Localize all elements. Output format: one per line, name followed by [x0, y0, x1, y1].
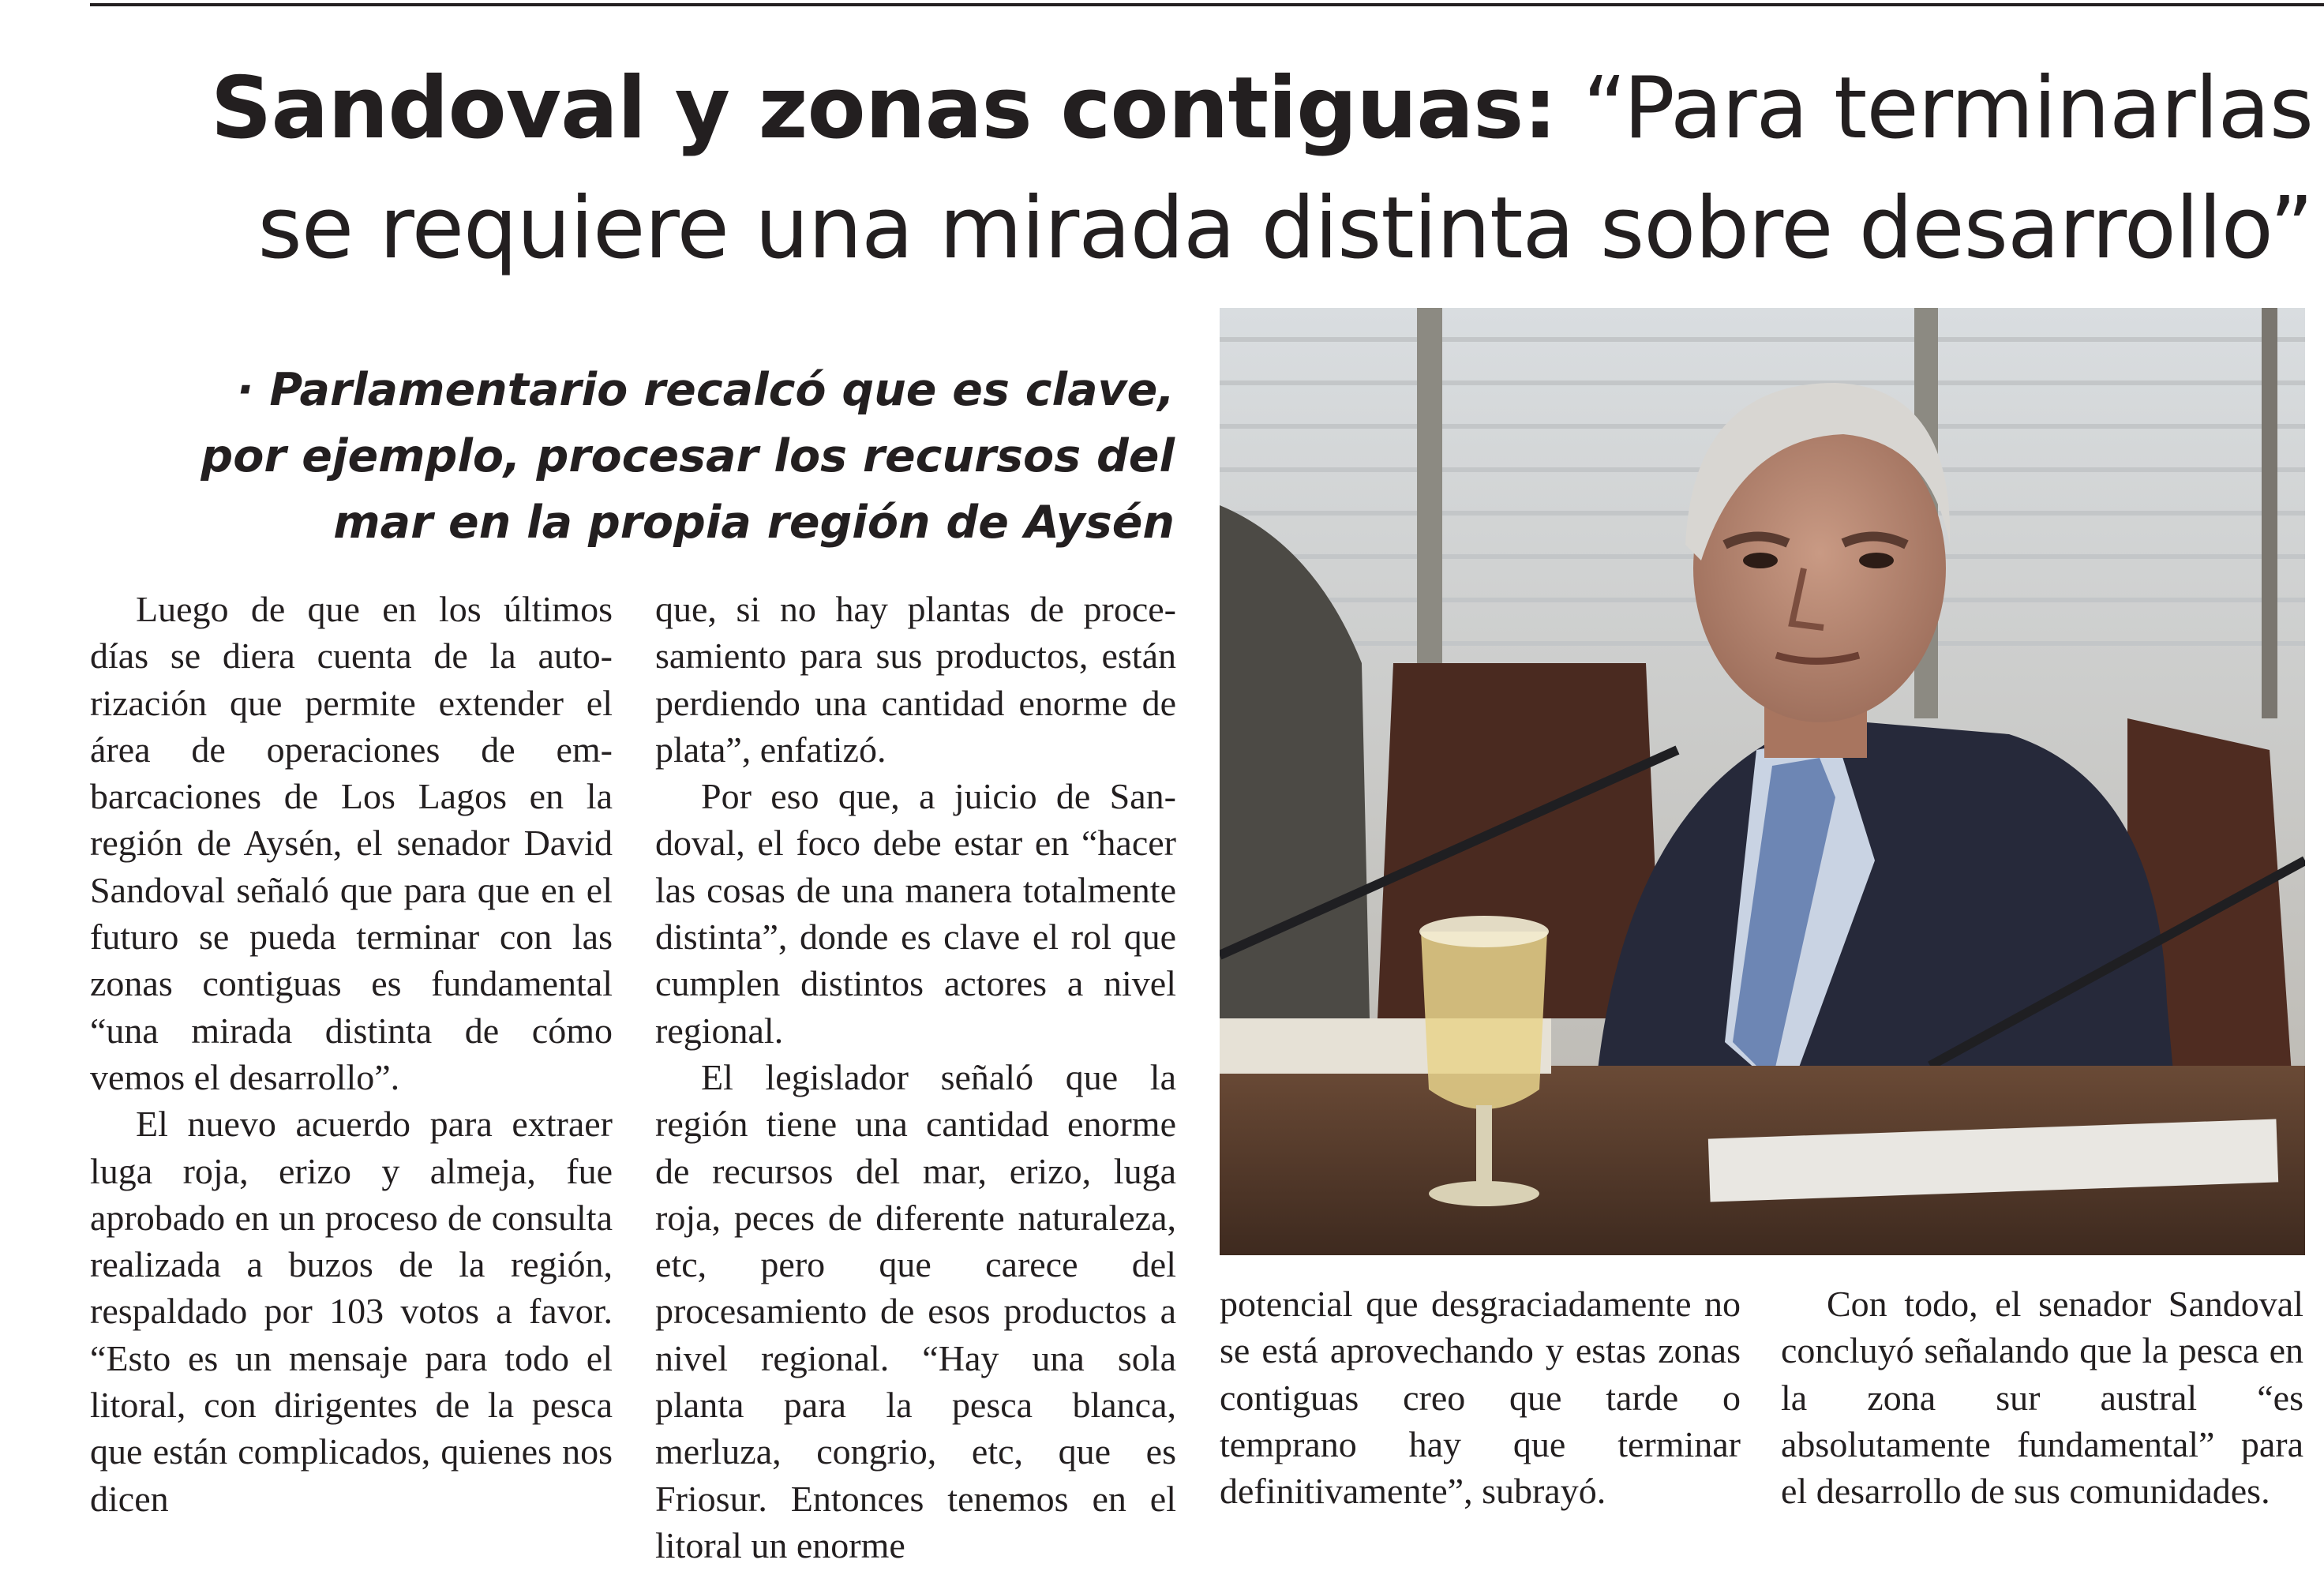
paragraph: El legislador señaló que la región tiene una cantidad enorme de recursos del mar, erizo, luga roja, peces de diferente naturaleza, etc, pero que carece del procesamiento de esos productos a nivel regional. “Hay una sola planta para la pesca blanca, merluza, congrio, etc, que es Friosur. Entonces tenemos en el litoral un enorme [655, 1056, 1176, 1565]
top-rule [90, 3, 2324, 6]
photo-illustration [1220, 308, 2305, 1255]
paragraph: Luego de que en los últimos días se diera cuenta de la autorización que permite extender el área de operaciones de embarcaciones de Los Lagos en la región de Aysén, el senador David Sandoval señaló que para que en el futuro se pueda terminar con las zonas contiguas es fundamental “una mirada distinta de cómo vemos el desarrollo”. [90, 589, 613, 1097]
headline [118, 49, 2313, 289]
paragraph: Con todo, el senador Sandoval concluyó señalando que la pesca en la zona sur austral “es absolutamente fundamental” para el desarrollo de sus comunidades. [1781, 1284, 2303, 1512]
paragraph: El nuevo acuerdo para extraer luga roja, erizo y almeja, fue aprobado en un proceso de consulta realizada a buzos de la región, respaldado por 103 votos a favor. “Esto es un mensaje para todo el litoral, con dirigentes de la pesca que están complicados, quienes nos dicen [90, 1104, 613, 1519]
article-column-4 [1781, 1280, 2303, 1514]
paragraph: potencial que desgraciadamente no se está aprovechando y estas zonas contiguas creo que tarde o temprano hay que terminar definitivamente”, subrayó. [1220, 1284, 1741, 1512]
senator-photo [1220, 308, 2305, 1255]
headline-quote: “Para terminarlas se requiere una mirada distinta sobre desarrollo” [257, 59, 2313, 278]
subheadline: · Parlamentario recalcó que es clave, por ejemplo, procesar los recursos del mar en la propia región de Aysén [201, 364, 1175, 549]
article-column-1 [90, 586, 613, 1522]
paragraph: que, si no hay plantas de procesamiento para sus productos, están perdiendo una cantidad enorme de plata”, enfatizó. [655, 589, 1176, 770]
headline-bold: Sandoval y zonas contiguas: [210, 59, 1557, 158]
paragraph: Por eso que, a juicio de Sandoval, el foco debe estar en “hacer las cosas de una manera totalmente distinta”, donde es clave el rol que cumplen distintos actores a nivel regional. [655, 776, 1176, 1051]
article-column-2 [655, 586, 1176, 1569]
article-column-3 [1220, 1280, 1741, 1514]
